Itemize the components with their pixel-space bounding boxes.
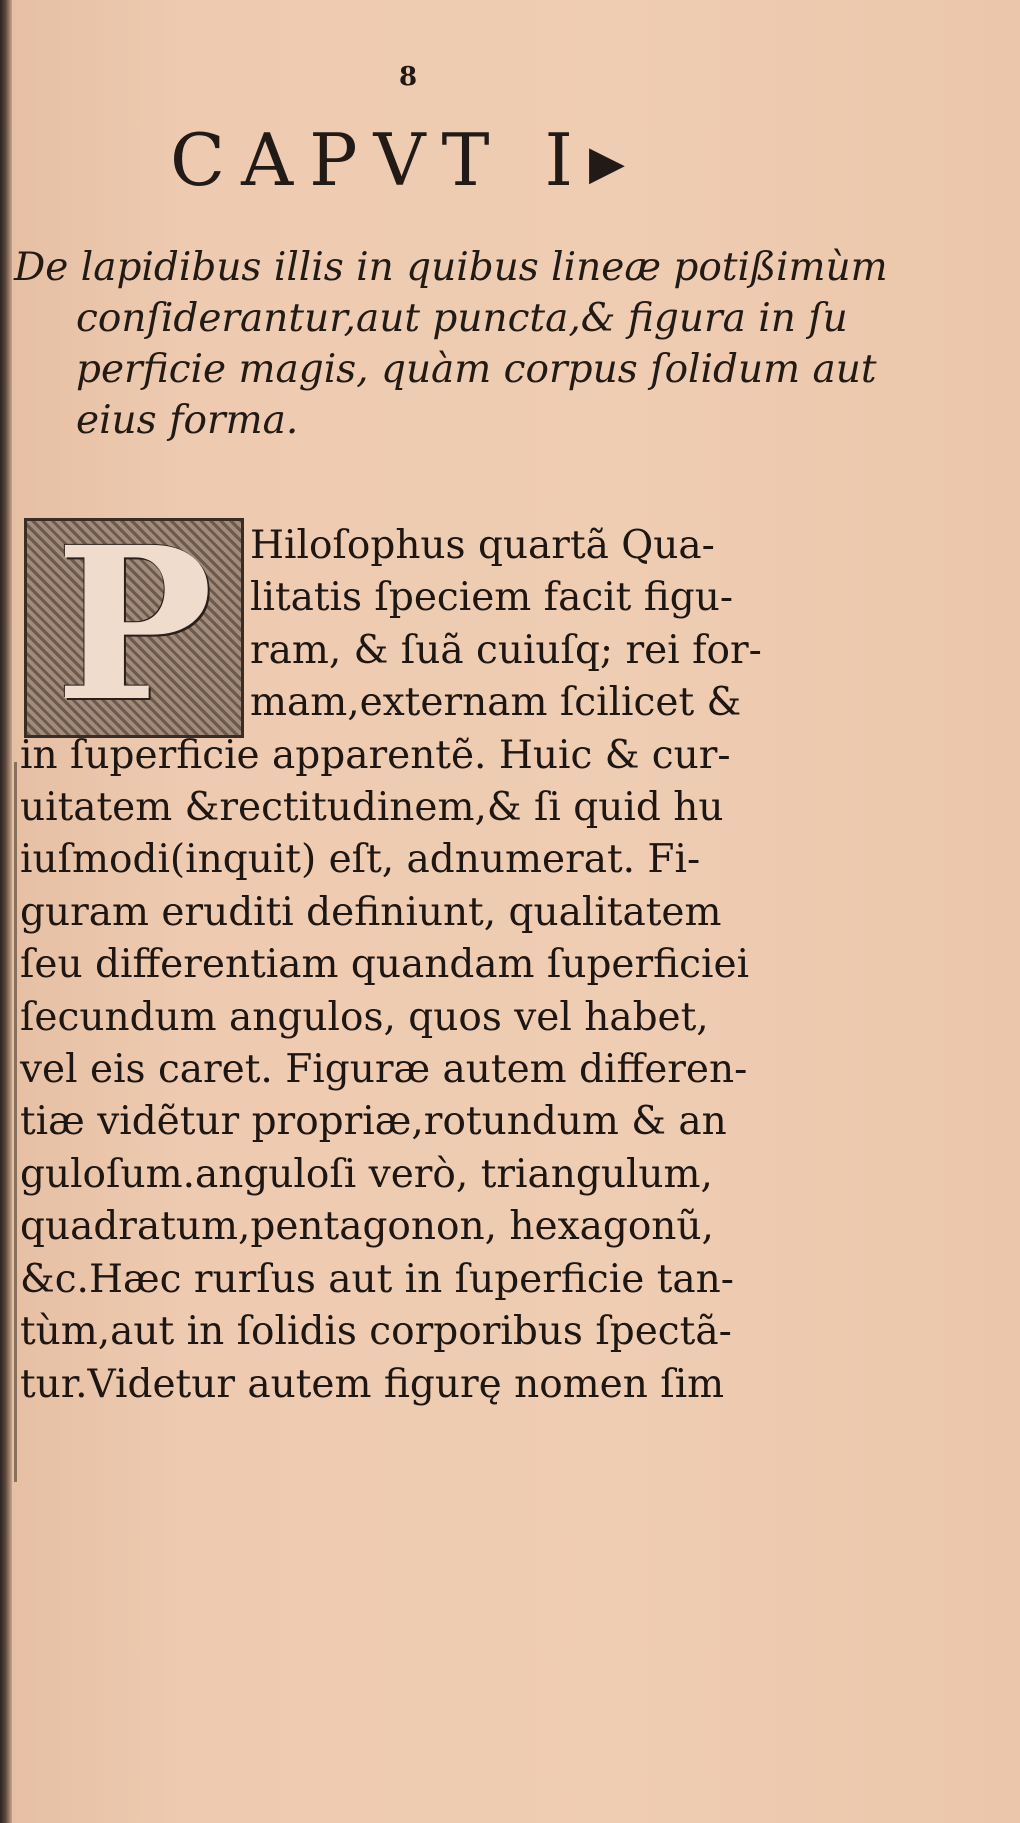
- chapter-title: CAPVT I▸: [170, 118, 642, 202]
- body-line: mam,externam ſcilicet &: [250, 680, 742, 726]
- body-line: litatis ſpeciem facit figu-: [250, 575, 734, 621]
- body-line: tur.Videtur autem figurę nomen ſim: [20, 1361, 725, 1407]
- chapter-subtitle: [14, 242, 888, 446]
- body-line: guram eruditi definiunt, qualitatem: [20, 889, 722, 935]
- body-line: in ſuperficie apparentẽ. Huic & cur-: [20, 732, 731, 778]
- binding-gutter: [0, 0, 12, 1823]
- body-line: uitatem &rectitudinem,& ſi quid hu: [20, 785, 724, 831]
- margin-rule: [14, 762, 17, 1482]
- subtitle-line: perficie magis, quàm corpus ſolidum aut: [76, 347, 877, 392]
- body-line: vel eis caret. Figuræ autem differen-: [20, 1047, 748, 1093]
- body-line: quadratum,pentagonon, hexagonũ,: [20, 1204, 714, 1250]
- subtitle-line: conſiderantur,aut puncta,& figura in ſu: [76, 296, 848, 341]
- body-line: ſecundum angulos, quos vel habet,: [20, 994, 709, 1040]
- body-line: Hiloſophus quartã Qua-: [250, 523, 715, 568]
- folio-number: 8: [398, 62, 418, 92]
- initial-letter: P: [55, 518, 213, 738]
- body-line: &c.Hæc rurſus aut in ſuperficie tan-: [20, 1256, 734, 1302]
- body-line: tiæ vidẽtur propriæ,rotundum & an: [20, 1099, 727, 1145]
- body-line: iuſmodi(inquit) eſt, adnumerat. Fi-: [20, 837, 701, 883]
- body-line: ſeu differentiam quandam ſuperficiei: [20, 942, 750, 988]
- body-line: tùm,aut in ſolidis corporibus ſpectã-: [20, 1309, 732, 1355]
- subtitle-line: eius forma.: [76, 398, 299, 443]
- body-paragraph: [20, 520, 800, 1411]
- body-line: ram, & ſuã cuiuſq; rei for-: [250, 627, 762, 673]
- subtitle-line: De lapidibus illis in quibus lineæ potißimùm: [14, 245, 888, 290]
- body-line: guloſum.anguloſi verò, triangulum,: [20, 1151, 713, 1197]
